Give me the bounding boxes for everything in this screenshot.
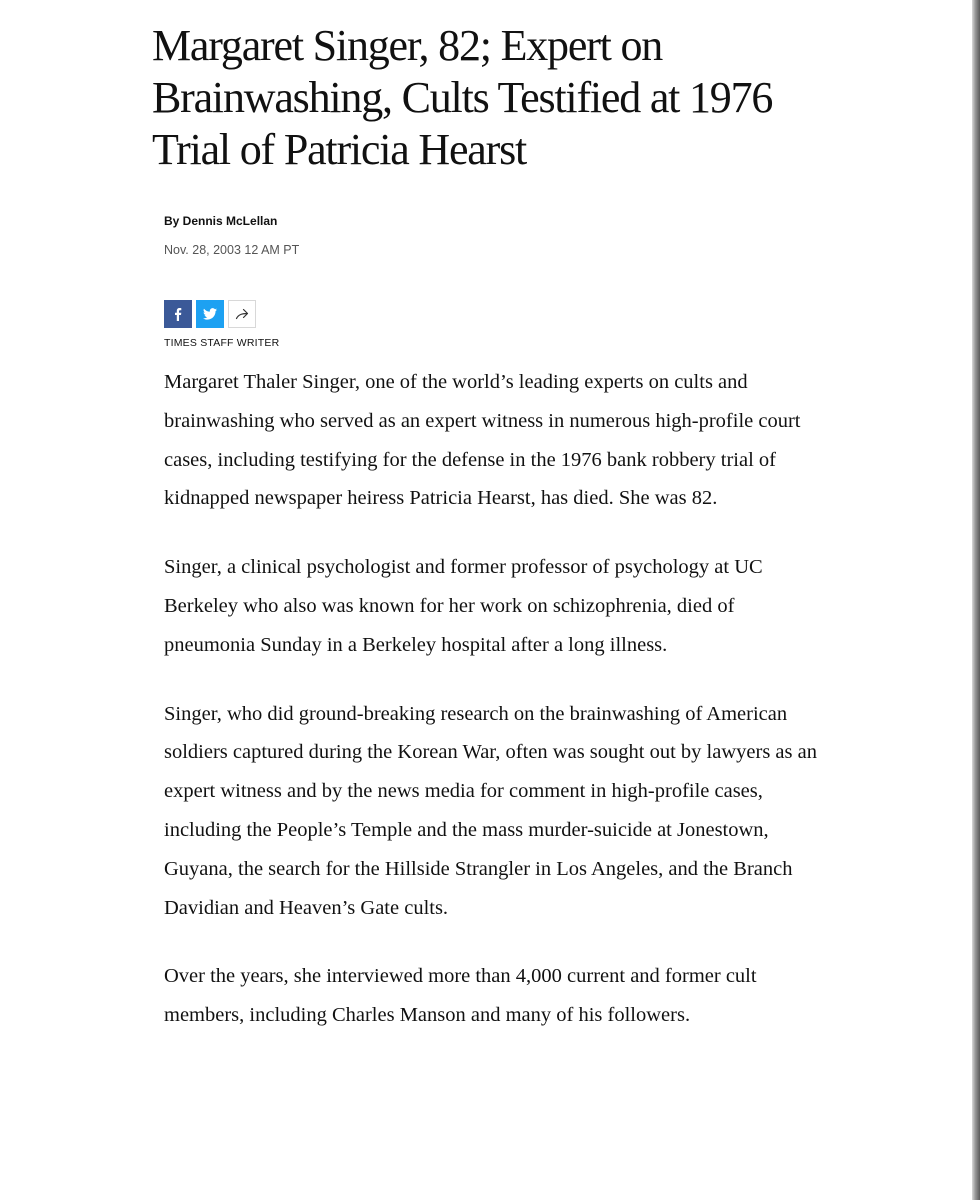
share-arrow-icon [235, 308, 249, 320]
byline[interactable]: By Dennis McLellan [164, 214, 278, 228]
page-edge-shadow [972, 0, 980, 1200]
twitter-share-button[interactable] [196, 300, 224, 328]
paragraph: Singer, a clinical psychologist and former professor of psychology at UC Berkeley who also was known for her work on schizophrenia, died of pneumonia Sunday in a Berkeley hospital after a long illness. [164, 556, 763, 656]
publish-date: Nov. 28, 2003 12 AM PT [164, 243, 300, 257]
article-body [164, 363, 824, 1065]
facebook-icon [171, 307, 185, 321]
headline: Margaret Singer, 82; Expert on Brainwashing, Cults Testified at 1976 Trial of Patricia Hearst [152, 21, 773, 174]
share-bar [164, 300, 256, 328]
paragraph: Singer, who did ground-breaking research on the brainwashing of American soldiers captured during the Korean War, often was sought out by lawyers as an expert witness and by the news media for comment in high-profile cases, including the People’s Temple and the mass murder-suicide at Jonestown, Guyana, the search for the Hillside Strangler in Los Angeles, and the Branch Davidian and Heaven’s Gate cults. [164, 702, 817, 919]
twitter-icon [203, 308, 217, 320]
facebook-share-button[interactable] [164, 300, 192, 328]
staff-writer-label: TIMES STAFF WRITER [164, 337, 280, 349]
share-more-button[interactable] [228, 300, 256, 328]
paragraph: Margaret Thaler Singer, one of the world’s leading experts on cults and brainwashing who served as an expert witness in numerous high-profile court cases, including testifying for the defense in the 1976 bank robbery trial of kidnapped newspaper heiress Patricia Hearst, has died. She was 82. [164, 371, 801, 510]
paragraph: Over the years, she interviewed more than 4,000 current and former cult members, including Charles Manson and many of his followers. [164, 965, 757, 1027]
